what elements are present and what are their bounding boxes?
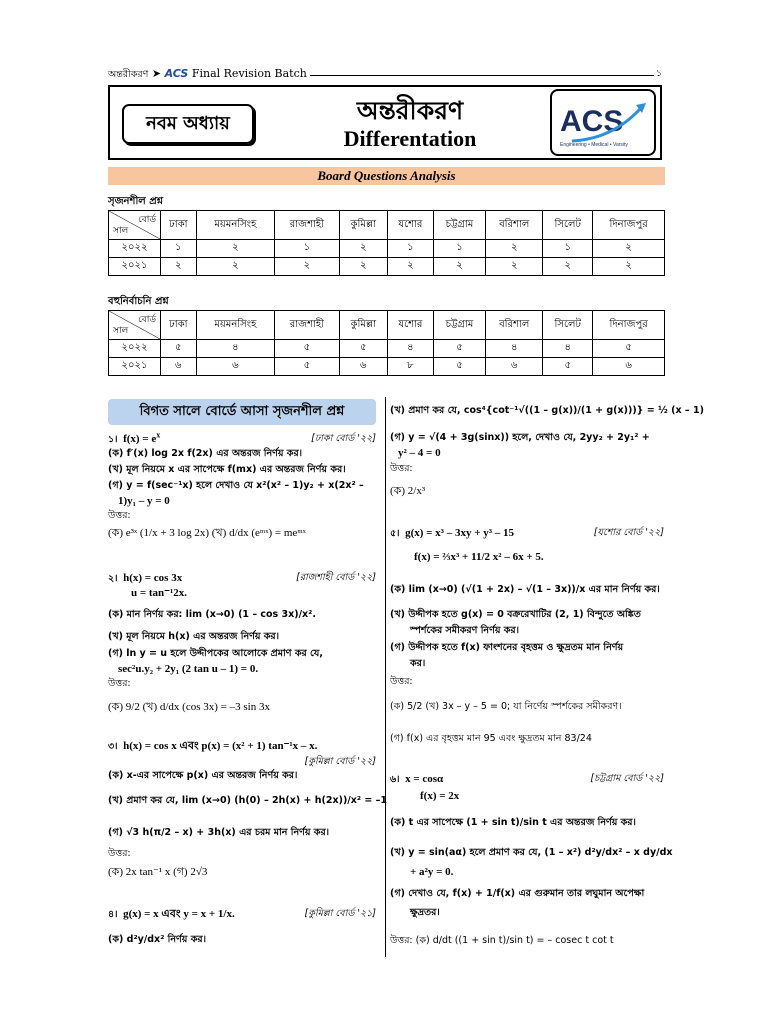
logo-tagline: Engineering • Medical • Varsity [560, 142, 628, 148]
count-cell: ২ [387, 258, 433, 276]
count-cell: ৫ [593, 340, 665, 358]
q5-answer-1: (ক) 5/2 (খ) 3x – y – 5 = 0; যা নির্ণেয় স্পর্শকের সমীকরণ। [390, 701, 622, 712]
q2-stem: ২। h(x) = cos 3x [108, 572, 183, 584]
count-cell: ৬ [161, 358, 197, 376]
q2-part-ga-cont: sec²u.y₂ + 2y₁ (2 tan u – 1) = 0. [118, 663, 259, 675]
q2-source: [রাজশাহী বোর্ড '২২] [296, 572, 376, 583]
table-header-row [109, 311, 665, 340]
section-banner: বিগত সালে বোর্ডে আসা সৃজনশীল প্রশ্ন [108, 399, 376, 425]
q2-part-ga: (গ) ln y = u হলে উদ্দীপকের আলোকে প্রমাণ কর যে, [108, 648, 323, 659]
count-cell: ৬ [196, 358, 275, 376]
q4-part-kha: (খ) প্রমাণ কর যে, cos⁴{cot⁻¹√((1 – g(x))/(1 + g(x)))} = ½ (x – 1) [390, 405, 704, 416]
count-cell: ৪ [387, 340, 433, 358]
q1-part-ka: (ক) f′(x) log 2x f(2x) এর অন্তরজ নির্ণয় কর। [108, 448, 303, 459]
board-header: রাজশাহী [275, 211, 339, 240]
acs-logo [550, 89, 656, 156]
table-row [109, 340, 665, 358]
table-row [109, 258, 665, 276]
q6-part-kha-cont: + a²y = 0. [410, 866, 454, 878]
board-header: ময়মনসিংহ [196, 311, 275, 340]
q4-part-ka: (ক) d²y/dx² নির্ণয় কর। [108, 934, 206, 945]
count-cell: ২ [593, 240, 665, 258]
board-header: ময়মনসিংহ [196, 211, 275, 240]
q5-part-kha-cont: স্পর্শকের সমীকরণ নির্ণয় কর। [410, 625, 520, 636]
board-header: কুমিল্লা [339, 211, 387, 240]
count-cell: ৫ [161, 340, 197, 358]
count-cell: ২ [275, 258, 339, 276]
mcq-label: বহুনির্বাচনি প্রশ্ন [108, 296, 169, 307]
count-cell: ৫ [433, 340, 485, 358]
q4-part-ga-cont: y² – 4 = 0 [398, 447, 441, 459]
arrow-right-icon: ➤ [151, 67, 165, 80]
q3-source: [কুমিল্লা বোর্ড '২২] [304, 756, 376, 767]
running-chapter: অন্তরীকরণ [108, 69, 149, 80]
brand-small: ACS [164, 67, 189, 80]
board-header: চট্টগ্রাম [433, 311, 485, 340]
count-cell: ২ [339, 258, 387, 276]
count-cell: ২ [433, 258, 485, 276]
q2-part-ka: (ক) মান নির্ণয় কর: lim (x→0) (1 – cos 3x)/x². [108, 609, 316, 620]
count-cell: ১ [387, 240, 433, 258]
count-cell: ২ [486, 258, 543, 276]
q6-source: [চট্টগ্রাম বোর্ড '২২] [590, 773, 664, 784]
running-header [108, 66, 662, 84]
creative-label: সৃজনশীল প্রশ্ন [108, 196, 163, 207]
q4-part-ga: (গ) y = √(4 + 3g(sinx)) হলে, দেখাও যে, 2yy₂ + 2y₁² + [390, 432, 650, 443]
count-cell: ৫ [433, 358, 485, 376]
count-cell: ৬ [339, 358, 387, 376]
count-cell: ৬ [486, 358, 543, 376]
q1-part-kha: (খ) মূল নিয়মে x এর সাপেক্ষে f(mx) এর অন্তরজ নির্ণয় কর। [108, 464, 346, 475]
answer-label: উত্তর: [108, 510, 131, 521]
q3-part-kha: (খ) প্রমাণ কর যে, lim (x→0) (h(0) – 2h(x) + h(2x))/x² = –1 [108, 795, 387, 806]
q2-answer: (ক) 9/2 (খ) d/dx (cos 3x) = –3 sin 3x [108, 701, 270, 713]
count-cell: ২ [486, 240, 543, 258]
count-cell: ২ [196, 240, 275, 258]
q6-part-ka: (ক) t এর সাপেক্ষে (1 + sin t)/sin t এর অন্তরজ নির্ণয় কর। [390, 817, 636, 828]
board-header: দিনাজপুর [593, 211, 665, 240]
right-column [390, 398, 704, 960]
count-cell: ২ [339, 240, 387, 258]
count-cell: ৮ [387, 358, 433, 376]
q5-part-kha: (খ) উদ্দীপক হতে g(x) = 0 বক্ররেখাটির (2, 1) বিন্দুতে অঙ্কিত [390, 609, 641, 620]
q1-source: [ঢাকা বোর্ড '২২] [311, 433, 376, 444]
q5-stem-2: f(x) = ⅔x³ + 11/2 x² – 6x + 5. [414, 551, 544, 563]
count-cell: ৫ [275, 340, 339, 358]
count-cell: ১ [543, 240, 593, 258]
q6-part-kha: (খ) y = sin(aα) হলে প্রমাণ কর যে, (1 – x²) d²y/dx² – x dy/dx [390, 847, 673, 858]
count-cell: ৪ [196, 340, 275, 358]
q6-part-ga: (গ) দেখাও যে, f(x) + 1/f(x) এর গুরুমান তার লঘুমান অপেক্ষা [390, 888, 645, 899]
count-cell: ৪ [486, 340, 543, 358]
year-cell: ২০২২ [109, 240, 161, 258]
year-cell: ২০২২ [109, 340, 161, 358]
table-header-row [109, 211, 665, 240]
q5-answer-2: (গ) f(x) এর বৃহত্তম মান 95 এবং ক্ষুদ্রতম মান 83/24 [390, 733, 592, 744]
count-cell: ২ [196, 258, 275, 276]
logo-icon [552, 91, 654, 154]
q3-part-ka: (ক) x-এর সাপেক্ষে p(x) এর অন্তরজ নির্ণয় কর। [108, 770, 298, 781]
year-cell: ২০২১ [109, 258, 161, 276]
mcq-analysis-table [108, 310, 665, 376]
q3-stem: ৩। h(x) = cos x এবং p(x) = (x² + 1) tan⁻¹x – x. [108, 740, 318, 752]
bangla-title: অন্তরীকরণ [356, 96, 464, 125]
q5-source: [যশোর বোর্ড '২২] [593, 527, 664, 538]
count-cell: ৫ [275, 358, 339, 376]
chapter-title-box [108, 85, 662, 160]
count-cell: ৫ [543, 358, 593, 376]
header-rule [310, 75, 654, 76]
count-cell: ৪ [543, 340, 593, 358]
q4-source: [কুমিল্লা বোর্ড '২১] [304, 908, 376, 919]
english-title: Differentation [343, 126, 477, 151]
q5-part-ka: (ক) lim (x→0) (√(1 + 2x) – √(1 – 3x))/x এর মান নির্ণয় কর। [390, 584, 660, 595]
count-cell: ৫ [339, 340, 387, 358]
page-number: ১ [655, 68, 662, 79]
board-header: যশোর [387, 311, 433, 340]
q4-stem: ৪। g(x) = x এবং y = x + 1/x. [108, 908, 235, 920]
creative-analysis-table [108, 210, 665, 276]
q3-answer: (ক) 2x tan⁻¹ x (গ) 2√3 [108, 866, 208, 878]
answer-label: উত্তর: [108, 678, 131, 689]
q6-stem-2: f(x) = 2x [420, 790, 460, 802]
q1-answer: (ক) e³ˣ (1/x + 3 log 2x) (খ) d/dx (eᵐˣ) = meᵐˣ [108, 527, 306, 539]
table-corner: বোর্ড সাল [109, 311, 160, 339]
table-row [109, 358, 665, 376]
count-cell: ২ [161, 258, 197, 276]
logo-text: ACS [560, 105, 624, 138]
q5-part-ga-cont: কর। [410, 658, 426, 669]
board-header: ঢাকা [161, 211, 197, 240]
q6-part-ga-cont: ক্ষুদ্রতর। [410, 907, 440, 918]
q1-part-ga: (গ) y = f(sec⁻¹x) হলে দেখাও যে x²(x² – 1)y₂ + x(2x² – [108, 480, 364, 491]
q5-stem: ৫। g(x) = x³ – 3xy + y³ – 15 [390, 527, 515, 539]
q4-answer: (ক) 2/x³ [390, 485, 426, 497]
count-cell: ৬ [593, 358, 665, 376]
board-header: সিলেট [543, 311, 593, 340]
board-header: রাজশাহী [275, 311, 339, 340]
answer-label: উত্তর: [390, 676, 413, 687]
board-analysis-heading: Board Questions Analysis [108, 167, 665, 185]
batch-name: Final Revision Batch [191, 67, 307, 80]
count-cell: ১ [433, 240, 485, 258]
year-cell: ২০২১ [109, 358, 161, 376]
count-cell: ১ [161, 240, 197, 258]
answer-label: উত্তর: [108, 848, 131, 859]
table-row [109, 240, 665, 258]
q6-answer: উত্তর: (ক) d/dt ((1 + sin t)/sin t) = – cosec t cot t [390, 935, 614, 946]
q2-part-kha: (খ) মূল নিয়মে h(x) এর অন্তরজ নির্ণয় কর। [108, 631, 280, 642]
board-header: বরিশাল [486, 311, 543, 340]
q6-stem: ৬। x = cosα [390, 773, 444, 785]
board-header: সিলেট [543, 211, 593, 240]
count-cell: ২ [593, 258, 665, 276]
board-header: ঢাকা [161, 311, 197, 340]
board-header: চট্টগ্রাম [433, 211, 485, 240]
chapter-label: নবম অধ্যায় [122, 104, 254, 144]
board-header: বরিশাল [486, 211, 543, 240]
q5-part-ga: (গ) উদ্দীপক হতে f(x) ফাংশনের বৃহত্তম ও ক্ষুদ্রতম মান নির্ণয় [390, 642, 624, 653]
board-header: যশোর [387, 211, 433, 240]
column-divider [385, 397, 386, 957]
board-header: দিনাজপুর [593, 311, 665, 340]
q1-stem: ১। $f(x) = e^x$ [108, 430, 161, 445]
q3-part-ga: (গ) √3 h(π/2 – x) + 3h(x) এর চরম মান নির্ণয় কর। [108, 827, 330, 838]
count-cell: ২ [543, 258, 593, 276]
answer-label: উত্তর: [390, 463, 413, 474]
count-cell: ১ [275, 240, 339, 258]
q1-part-ga-cont: 1)y₁ – y = 0 [118, 495, 170, 507]
board-header: কুমিল্লা [339, 311, 387, 340]
left-column [108, 430, 387, 960]
table-corner: বোর্ড সাল [109, 211, 160, 239]
q2-stem-2: u = tan⁻¹2x. [131, 587, 188, 599]
